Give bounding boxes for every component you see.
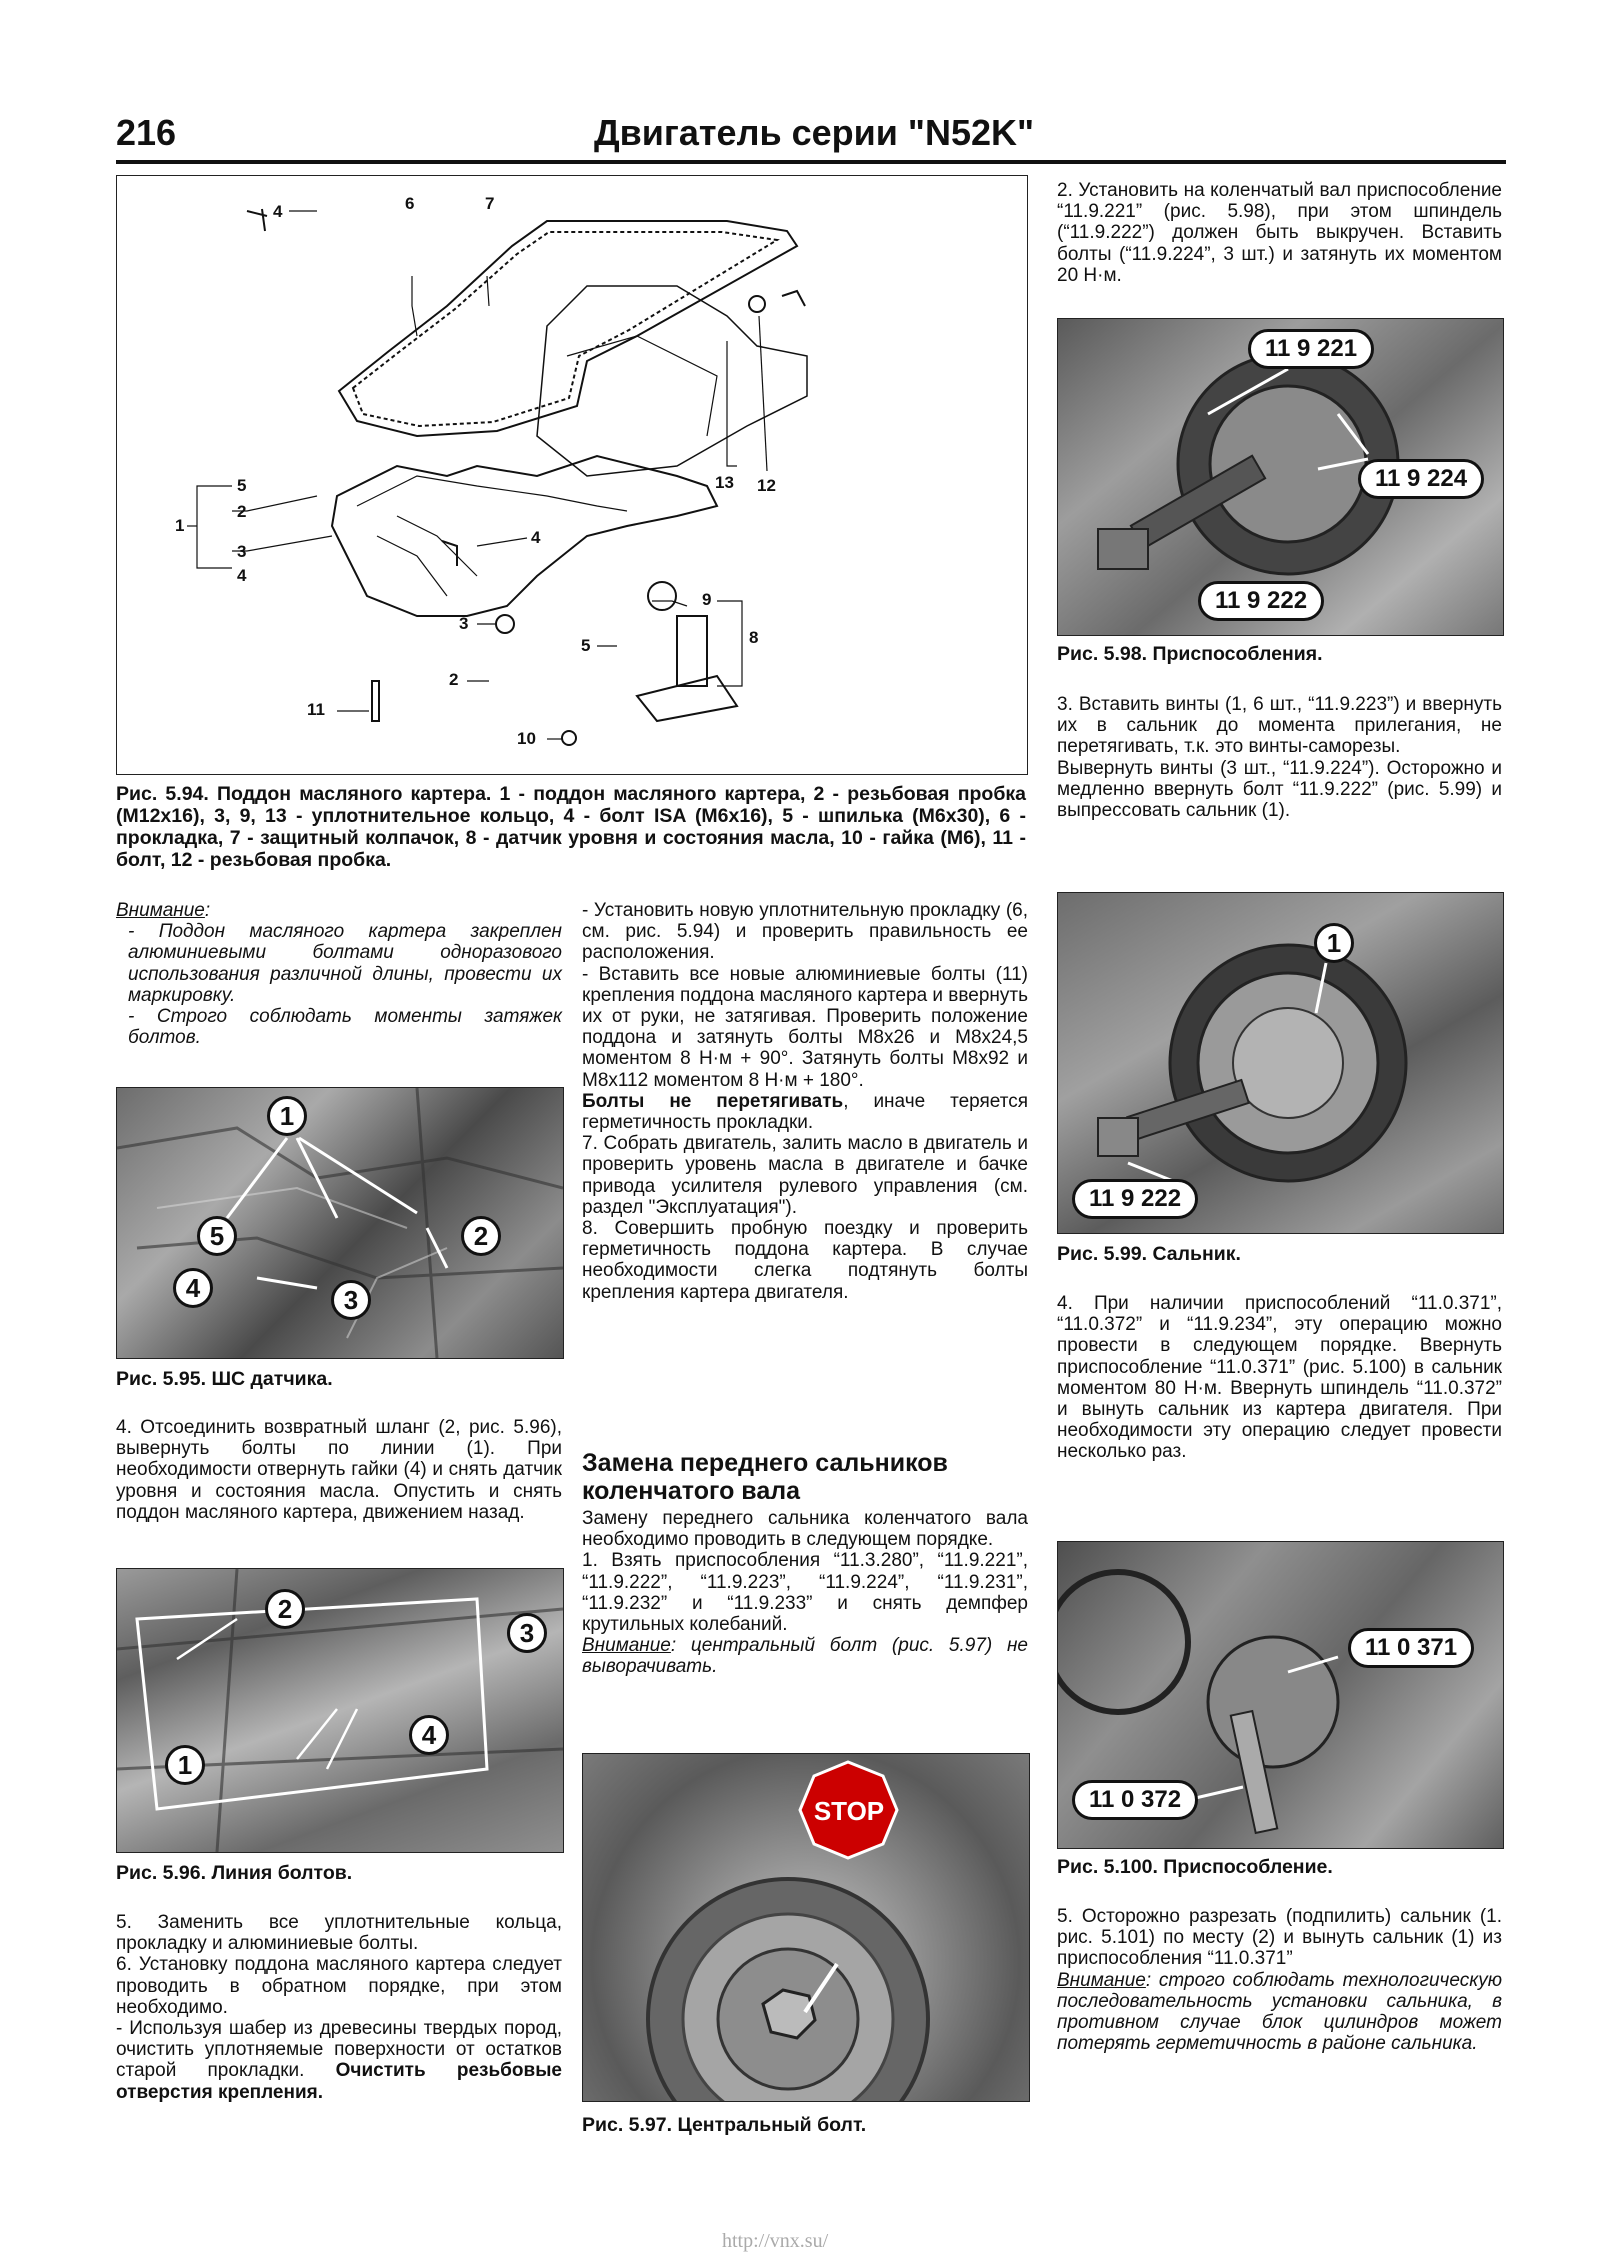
figure-5-95-photo bbox=[116, 1087, 564, 1359]
middle-intro: Замену переднего сальника коленчатого вала необходимо проводить в следующем порядке. bbox=[582, 1508, 1028, 1551]
right-step-3: 3. Вставить винты (1, 6 шт., “11.9.223”) и ввернуть их в сальник до момента прилегания, не перетягивать, т.к. это винты-саморезы. Вывернуть винты (3 шт., “11.9.224”). Осторожно и медленно ввернуть болт “11.9.222” (рис. 5.99) и выпрессовать сальник (1). bbox=[1057, 694, 1502, 822]
callout-2b: 2 bbox=[449, 670, 459, 689]
crankshaft-pulley bbox=[583, 1754, 1029, 2101]
photo-label-1: 1 bbox=[267, 1096, 307, 1136]
callout-5: 5 bbox=[237, 476, 247, 495]
callout-12: 12 bbox=[757, 476, 776, 495]
photo-label-2: 2 bbox=[461, 1216, 501, 1256]
page-title: Двигатель серии "N52K" bbox=[594, 112, 1035, 153]
middle-bullet-3: Болты не перетягивать, иначе теряется герметичность прокладки. bbox=[582, 1090, 1028, 1134]
callout-2: 2 bbox=[237, 502, 247, 521]
right-step-5: 5. Осторожно разрезать (подпилить) сальник (1. рис. 5.101) по месту (2) и вынуть сальник (1) из приспособления “11.0.371” Внимание: строго соблюдать технологическую последовательность установки сальника, в противном случае блок цилиндров может потерять герметичность в районе сальника. bbox=[1057, 1906, 1502, 2055]
stop-sign-text: STOP bbox=[813, 1796, 885, 1826]
middle-bullet-1: - Установить новую уплотнительную прокладку (6, см. рис. 5.94) и проверить правильность ее расположения. bbox=[582, 900, 1028, 964]
attention-block-left: Внимание: - Поддон масляного картера закреплен алюминиевыми болтами одноразового использования различной длины, провести их маркировку. - Строго соблюдать моменты затяжек болтов. bbox=[116, 900, 562, 1049]
middle-step-7: 7. Собрать двигатель, залить масло в двигатель и проверить уровень масла в двигателе и бачке привода усилителя рулевого управления (см. раздел "Эксплуатация"). bbox=[582, 1133, 1028, 1218]
footer-url[interactable]: http://vnx.su/ bbox=[722, 2230, 829, 2252]
photo-shading bbox=[117, 1569, 563, 1852]
middle-text-lower bbox=[582, 1508, 1028, 1678]
middle-step-1: 1. Взять приспособления “11.3.280”, “11.9.221”, “11.9.222”, “11.9.223”, “11.9.224”, “11.9.231”, “11.9.232” и “11.9.233” и снять демпфер крутильных колебаний. bbox=[582, 1550, 1028, 1636]
oil-pan-exploded-drawing bbox=[117, 176, 1027, 774]
seal-label-1: 1 bbox=[1314, 923, 1354, 963]
tool-label-11-9-221: 11 9 221 bbox=[1248, 329, 1374, 369]
callout-3: 3 bbox=[237, 542, 247, 561]
photo-label-4: 4 bbox=[173, 1268, 213, 1308]
attention-label: Внимание bbox=[116, 900, 205, 921]
photo-label-4: 4 bbox=[409, 1715, 449, 1755]
figure-5-99-caption: Рис. 5.99. Сальник. bbox=[1057, 1243, 1241, 1265]
middle-attention: Внимание: центральный болт (рис. 5.97) не выворачивать. bbox=[582, 1635, 1028, 1678]
page-number: 216 bbox=[116, 112, 177, 153]
middle-text-upper bbox=[582, 900, 1028, 1303]
callout-4b: 4 bbox=[237, 566, 247, 585]
figure-5-96-photo bbox=[116, 1568, 564, 1853]
callout-10: 10 bbox=[517, 729, 536, 748]
callout-4c: 4 bbox=[531, 528, 541, 547]
callout-7: 7 bbox=[485, 194, 495, 213]
photo-label-3: 3 bbox=[507, 1613, 547, 1653]
figure-5-98-photo bbox=[1057, 318, 1504, 636]
right-step-4: 4. При наличии приспособлений “11.0.371”, “11.0.372” и “11.9.234”, эту операцию можно провести в следующем порядке. Ввернуть приспособление “11.0.371” (рис. 5.100) в сальник моментом 80 Н·м. Ввернуть шпиндель “11.0.372” и вынуть сальник из картера двигателя. При необходимости эту операцию следует провести несколько раз. bbox=[1057, 1293, 1502, 1463]
section-title: Замена переднего сальников коленчатого вала bbox=[582, 1449, 948, 1505]
tool-label-11-0-371: 11 0 371 bbox=[1348, 1628, 1474, 1668]
tool-label-11-9-222: 11 9 222 bbox=[1198, 581, 1324, 621]
callout-4: 4 bbox=[273, 202, 283, 221]
figure-5-97-photo bbox=[582, 1753, 1030, 2102]
tool-label-11-9-224: 11 9 224 bbox=[1358, 459, 1484, 499]
left-step-4: 4. Отсоединить возвратный шланг (2, рис. 5.96), вывернуть болты по линии (1). При необходимости отвернуть гайки (4) и снять датчик уровня и состояния масла. Опустить и снять поддон масляного картера, движением назад. bbox=[116, 1417, 562, 1523]
callout-1: 1 bbox=[175, 516, 185, 535]
left-steps-5-6 bbox=[116, 1912, 562, 2103]
callout-3b: 3 bbox=[459, 614, 469, 633]
tool-label-11-0-372: 11 0 372 bbox=[1072, 1780, 1198, 1820]
left-step-5: 5. Заменить все уплотнительные кольца, прокладку и алюминиевые болты. bbox=[116, 1912, 562, 1955]
figure-5-99-photo bbox=[1057, 892, 1504, 1234]
figure-5-95-caption: Рис. 5.95. ШС датчика. bbox=[116, 1368, 333, 1390]
figure-5-100-caption: Рис. 5.100. Приспособление. bbox=[1057, 1856, 1333, 1878]
photo-label-5: 5 bbox=[197, 1216, 237, 1256]
figure-5-96-caption: Рис. 5.96. Линия болтов. bbox=[116, 1862, 353, 1884]
figure-5-94 bbox=[116, 175, 1028, 775]
left-step-6: 6. Установку поддона масляного картера следует проводить в обратном порядке, при этом необходимо. bbox=[116, 1954, 562, 2018]
figure-5-100-photo bbox=[1057, 1541, 1504, 1849]
middle-step-8: 8. Совершить пробную поездку и проверить герметичность поддона картера. В случае необходимости слегка подтянуть болты крепления картера двигателя. bbox=[582, 1218, 1028, 1303]
attention-item-1: - Поддон масляного картера закреплен алюминиевыми болтами одноразового использования различной длины, провести их маркировку. bbox=[128, 921, 562, 1006]
photo-label-3: 3 bbox=[331, 1280, 371, 1320]
photo-label-1: 1 bbox=[165, 1745, 205, 1785]
middle-bullet-2: - Вставить все новые алюминиевые болты (11) крепления поддона масляного картера и ввернуть их от руки, не затягивая. Проверить положение поддона и затянуть болты M8x26 и M8x24,5 моментом 8 Н·м + 90°. Затянуть болты M8x92 и M8x112 моментом 8 Н·м + 180°. bbox=[582, 963, 1029, 1091]
photo-label-2: 2 bbox=[265, 1589, 305, 1629]
header-rule bbox=[116, 160, 1506, 164]
callout-8: 8 bbox=[749, 628, 759, 647]
figure-5-97-caption: Рис. 5.97. Центральный болт. bbox=[582, 2114, 867, 2136]
figure-5-94-caption: Рис. 5.94. Поддон масляного картера. 1 - поддон масляного картера, 2 - резьбовая пробка (M12x16), 3, 9, 13 - уплотнительное кольцо, 4 - болт ISA (M6x16), 5 - шпилька (M6x30), 6 - прокладка, 7 - защитный колпачок, 8 - датчик уровня и состояния масла, 10 - гайка (M6), 11 - болт, 12 - резьбовая пробка. bbox=[116, 783, 1026, 871]
figure-5-98-caption: Рис. 5.98. Приспособления. bbox=[1057, 643, 1323, 665]
callout-5b: 5 bbox=[581, 636, 591, 655]
tool-label-11-9-222: 11 9 222 bbox=[1072, 1179, 1198, 1219]
callout-11: 11 bbox=[307, 700, 325, 719]
left-step-6a: - Используя шабер из древесины твердых пород, очистить уплотняемые поверхности от остатков старой прокладки. Очистить резьбовые отверстия крепления. bbox=[116, 2018, 562, 2103]
callout-13: 13 bbox=[715, 473, 734, 492]
right-step-2: 2. Установить на коленчатый вал приспособление “11.9.221” (рис. 5.98), при этом шпиндель (“11.9.222”) должен быть выкручен. Вставить болты (“11.9.224”, 3 шт.) и затянуть их моментом 20 Н·м. bbox=[1057, 180, 1502, 286]
attention-item-2: - Строго соблюдать моменты затяжек болтов. bbox=[128, 1006, 562, 1049]
callout-6: 6 bbox=[405, 194, 415, 213]
callout-9: 9 bbox=[702, 590, 712, 609]
